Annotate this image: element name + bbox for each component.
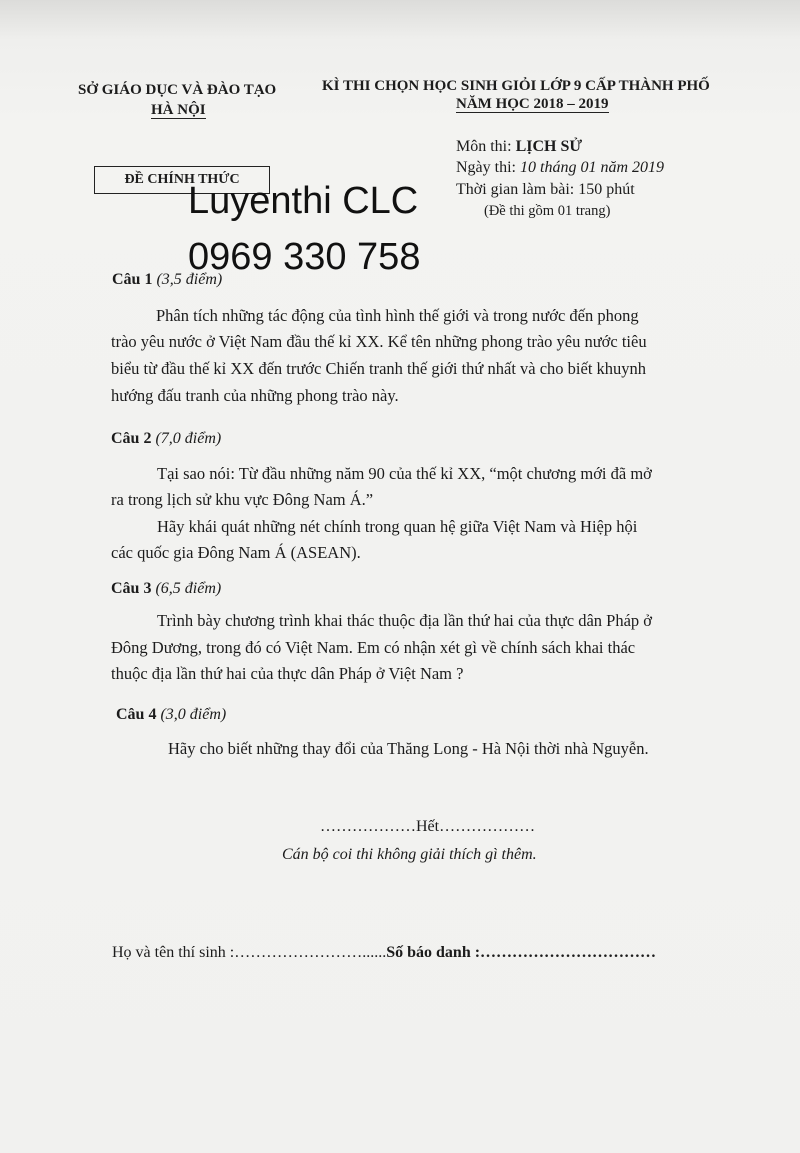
- city-name-text: HÀ NỘI: [151, 102, 206, 118]
- question-4-line: Hãy cho biết những thay đổi của Thăng Long - Hà Nội thời nhà Nguyễn.: [168, 739, 649, 758]
- question-1-line: biểu từ đầu thế kỉ XX đến trước Chiến tranh thế giới thứ nhất và cho biết khuynh: [111, 359, 647, 378]
- question-3-points: (6,5 điểm): [155, 580, 222, 597]
- question-2-label: Câu 2: [111, 430, 152, 447]
- department-name: SỞ GIÁO DỤC VÀ ĐÀO TẠO: [78, 82, 277, 98]
- date-value: 10 tháng 01 năm 2019: [520, 159, 664, 176]
- question-2-title: [111, 430, 221, 448]
- question-3-line: thuộc địa lần thứ hai của thực dân Pháp ở Việt Nam ?: [111, 664, 464, 683]
- end-mark: ………………Hết………………: [320, 818, 536, 835]
- subject-value: LỊCH SỬ: [515, 138, 583, 155]
- question-3-line: Đông Dương, trong đó có Việt Nam. Em có nhận xét gì về chính sách khai thác: [111, 638, 636, 657]
- question-1-title: [112, 271, 222, 289]
- official-badge: ĐỀ CHÍNH THỨC: [94, 166, 270, 194]
- question-4-label: Câu 4: [116, 706, 157, 723]
- question-4-points: (3,0 điểm): [160, 706, 227, 723]
- question-2-points: (7,0 điểm): [155, 430, 222, 447]
- question-2-line: ra trong lịch sử khu vực Đông Nam Á.”: [111, 490, 374, 509]
- date-label: Ngày thi:: [456, 159, 516, 176]
- candidate-fields: [112, 944, 656, 962]
- question-1-line: Phân tích những tác động của tình hình thế giới và trong nước đến phong: [156, 306, 639, 325]
- school-year-text: NĂM HỌC 2018 – 2019: [456, 96, 609, 112]
- question-2-line: Hãy khái quát những nét chính trong quan hệ giữa Việt Nam và Hiệp hội: [157, 517, 638, 536]
- question-1-line: trào yêu nước ở Việt Nam đầu thế kỉ XX. Kể tên những phong trào yêu nước tiêu: [111, 332, 647, 351]
- question-3-line: Trình bày chương trình khai thác thuộc địa lần thứ hai của thực dân Pháp ở: [157, 611, 653, 630]
- city-name: [151, 102, 206, 119]
- subject-label: Môn thi:: [456, 138, 512, 155]
- school-year: [456, 96, 609, 113]
- watermark-phone: 0969 330 758: [188, 236, 421, 278]
- subject-line: [456, 138, 582, 156]
- question-1-points: (3,5 điểm): [156, 271, 223, 288]
- pages-note: (Đề thi gồm 01 trang): [484, 203, 611, 219]
- question-3-title: [111, 580, 221, 598]
- date-line: [456, 159, 664, 177]
- question-2-line: Tại sao nói: Từ đầu những năm 90 của thế kỉ XX, “một chương mới đã mở: [157, 464, 652, 483]
- exam-title: KÌ THI CHỌN HỌC SINH GIỎI LỚP 9 CẤP THÀNH PHỐ: [322, 78, 710, 94]
- question-2-line: các quốc gia Đông Nam Á (ASEAN).: [111, 543, 361, 562]
- question-1-label: Câu 1: [112, 271, 153, 288]
- candidate-id-label: Số báo danh :……………………………: [386, 944, 657, 961]
- proctor-note: Cán bộ coi thi không giải thích gì thêm.: [282, 846, 537, 863]
- question-3-label: Câu 3: [111, 580, 152, 597]
- candidate-name-label: Họ và tên thí sinh :……………………......: [112, 944, 387, 961]
- duration-line: Thời gian làm bài: 150 phút: [456, 181, 635, 198]
- question-1-line: hướng đấu tranh của những phong trào này.: [111, 386, 399, 405]
- question-4-title: [116, 706, 226, 724]
- watermark-name: Luyenthi CLC: [188, 180, 419, 222]
